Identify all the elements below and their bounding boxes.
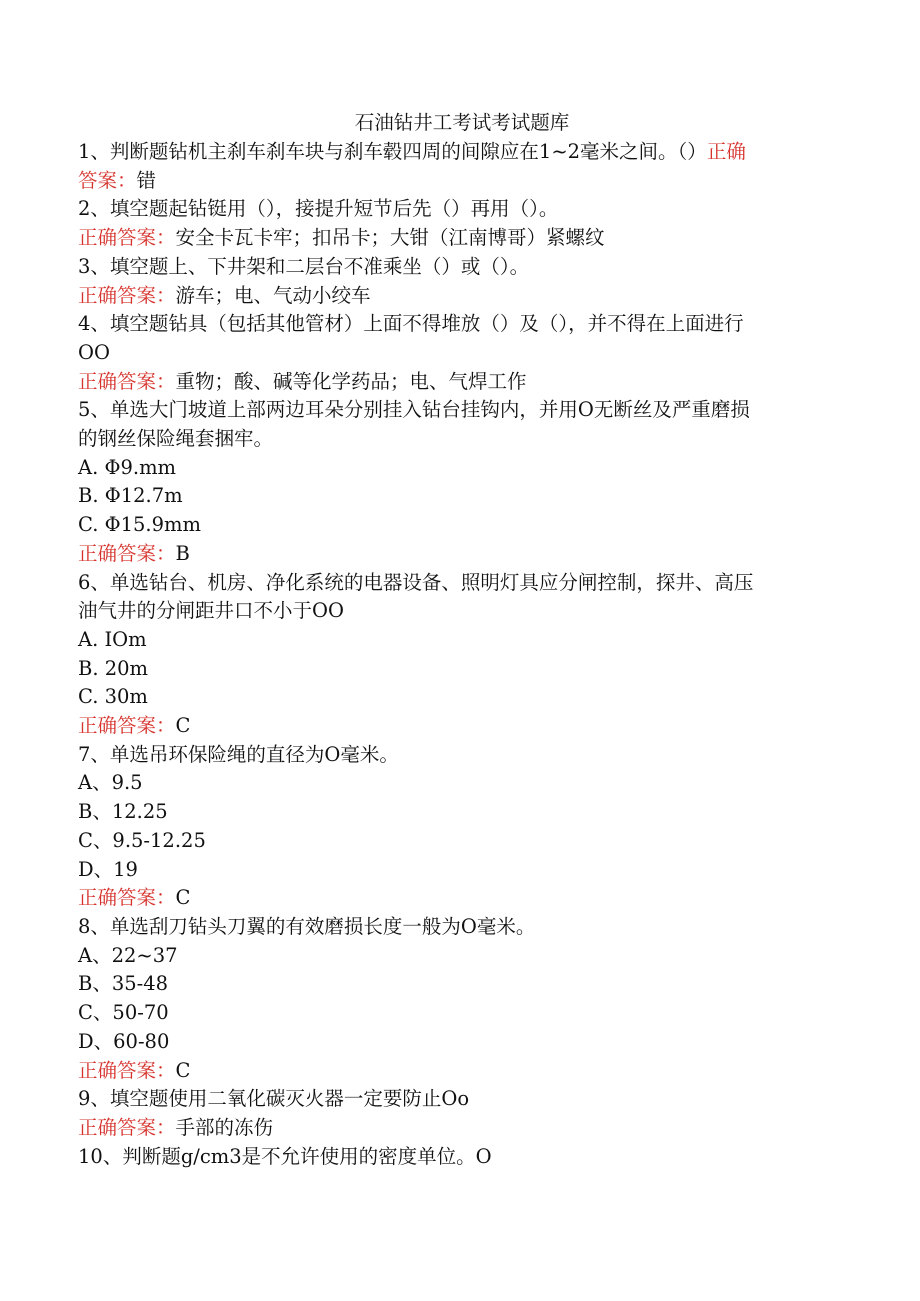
question-5-option-a: A. Φ9.mm	[78, 455, 177, 479]
question-8-answer	[78, 1057, 826, 1086]
question-4-line-2: OO	[78, 340, 110, 364]
document-page	[78, 108, 826, 1171]
question-8-option-c: C、50-70	[78, 1001, 169, 1025]
question-9-answer	[78, 1114, 826, 1143]
question-9: 9、填空题使用二氧化碳灭火器一定要防止Oo	[78, 1087, 470, 1111]
answer-label: 正确答案：	[78, 283, 176, 307]
answer-label: 正确答案：	[78, 226, 176, 250]
question-6-line-1: 6、单选钻台、机房、净化系统的电器设备、照明灯具应分闸控制，探井、高压	[78, 570, 754, 594]
answer-label: 正确答案：	[78, 1058, 176, 1082]
question-9-answer-value: 手部的冻伤	[175, 1115, 274, 1139]
question-1-answer-label-end: 答案：	[78, 168, 137, 192]
question-5-answer	[78, 540, 826, 569]
question-7-option-d: D、19	[78, 857, 138, 881]
question-7-option-c: C、9.5-12.25	[78, 828, 206, 852]
question-8-answer-value: C	[175, 1058, 191, 1082]
question-6-option-b: B. 20m	[78, 656, 149, 680]
question-3-answer-value: 游车；电、气动小绞车	[175, 283, 371, 307]
question-2-answer	[78, 224, 826, 253]
question-6-answer	[78, 712, 826, 741]
question-5-line-2: 的钢丝保险绳套捆牢。	[78, 427, 274, 451]
question-4-answer-value: 重物；酸、碱等化学药品；电、气焊工作	[175, 369, 527, 393]
question-7-answer-value: C	[175, 886, 191, 910]
question-8-option-b: B、35-48	[78, 972, 169, 996]
question-1-answer-label-start: 正确	[706, 140, 746, 163]
question-8-option-d: D、60-80	[78, 1029, 170, 1053]
question-6-option-a: A. IOm	[78, 627, 147, 651]
answer-label: 正确答案：	[78, 886, 176, 910]
answer-label: 正确答案：	[78, 369, 176, 393]
answer-label: 正确答案：	[78, 1115, 176, 1139]
question-2: 2、填空题起钻铤用（），接提升短节后先（）再用（）。	[78, 197, 559, 221]
question-4-answer	[78, 368, 826, 397]
question-5-line-1: 5、单选大门坡道上部两边耳朵分别挂入钻台挂钩内，并用O无断丝及严重磨损	[78, 398, 750, 422]
question-7-option-b: B、12.25	[78, 800, 168, 824]
question-5-option-c: C. Φ15.9mm	[78, 513, 202, 537]
question-7: 7、单选吊环保险绳的直径为O毫米。	[78, 742, 399, 766]
question-7-answer	[78, 884, 826, 913]
document-title: 石油钻井工考试考试题库	[354, 111, 570, 134]
question-1-answer-value: 错	[136, 168, 157, 192]
question-5-answer-value: B	[175, 541, 190, 565]
question-8-option-a: A、22~37	[78, 943, 178, 967]
question-2-answer-value: 安全卡瓦卡牢；扣吊卡；大钳（江南博哥）紧螺纹	[175, 226, 605, 250]
question-6-option-c: C. 30m	[78, 685, 148, 709]
question-10: 10、判断题g/cm3是不允许使用的密度单位。O	[78, 1144, 492, 1168]
question-6-answer-value: C	[175, 714, 191, 738]
answer-label: 正确答案：	[78, 714, 176, 738]
question-1	[78, 138, 826, 167]
question-1-text: 1、判断题钻机主刹车刹车块与刹车毂四周的间隙应在1~2毫米之间。（）	[78, 140, 707, 163]
question-1-answer	[78, 167, 826, 196]
question-6-line-2: 油气井的分闸距井口不小于OO	[78, 599, 344, 623]
question-4-line-1: 4、填空题钻具（包括其他管材）上面不得堆放（）及（），并不得在上面进行	[78, 312, 744, 336]
question-5-option-b: B. Φ12.7m	[78, 484, 183, 508]
question-3: 3、填空题上、下井架和二层台不准乘坐（）或（）。	[78, 254, 530, 278]
question-3-answer	[78, 282, 826, 311]
answer-label: 正确答案：	[78, 541, 176, 565]
question-8: 8、单选刮刀钻头刀翼的有效磨损长度一般为O毫米。	[78, 914, 536, 938]
question-7-option-a: A、9.5	[78, 771, 143, 795]
